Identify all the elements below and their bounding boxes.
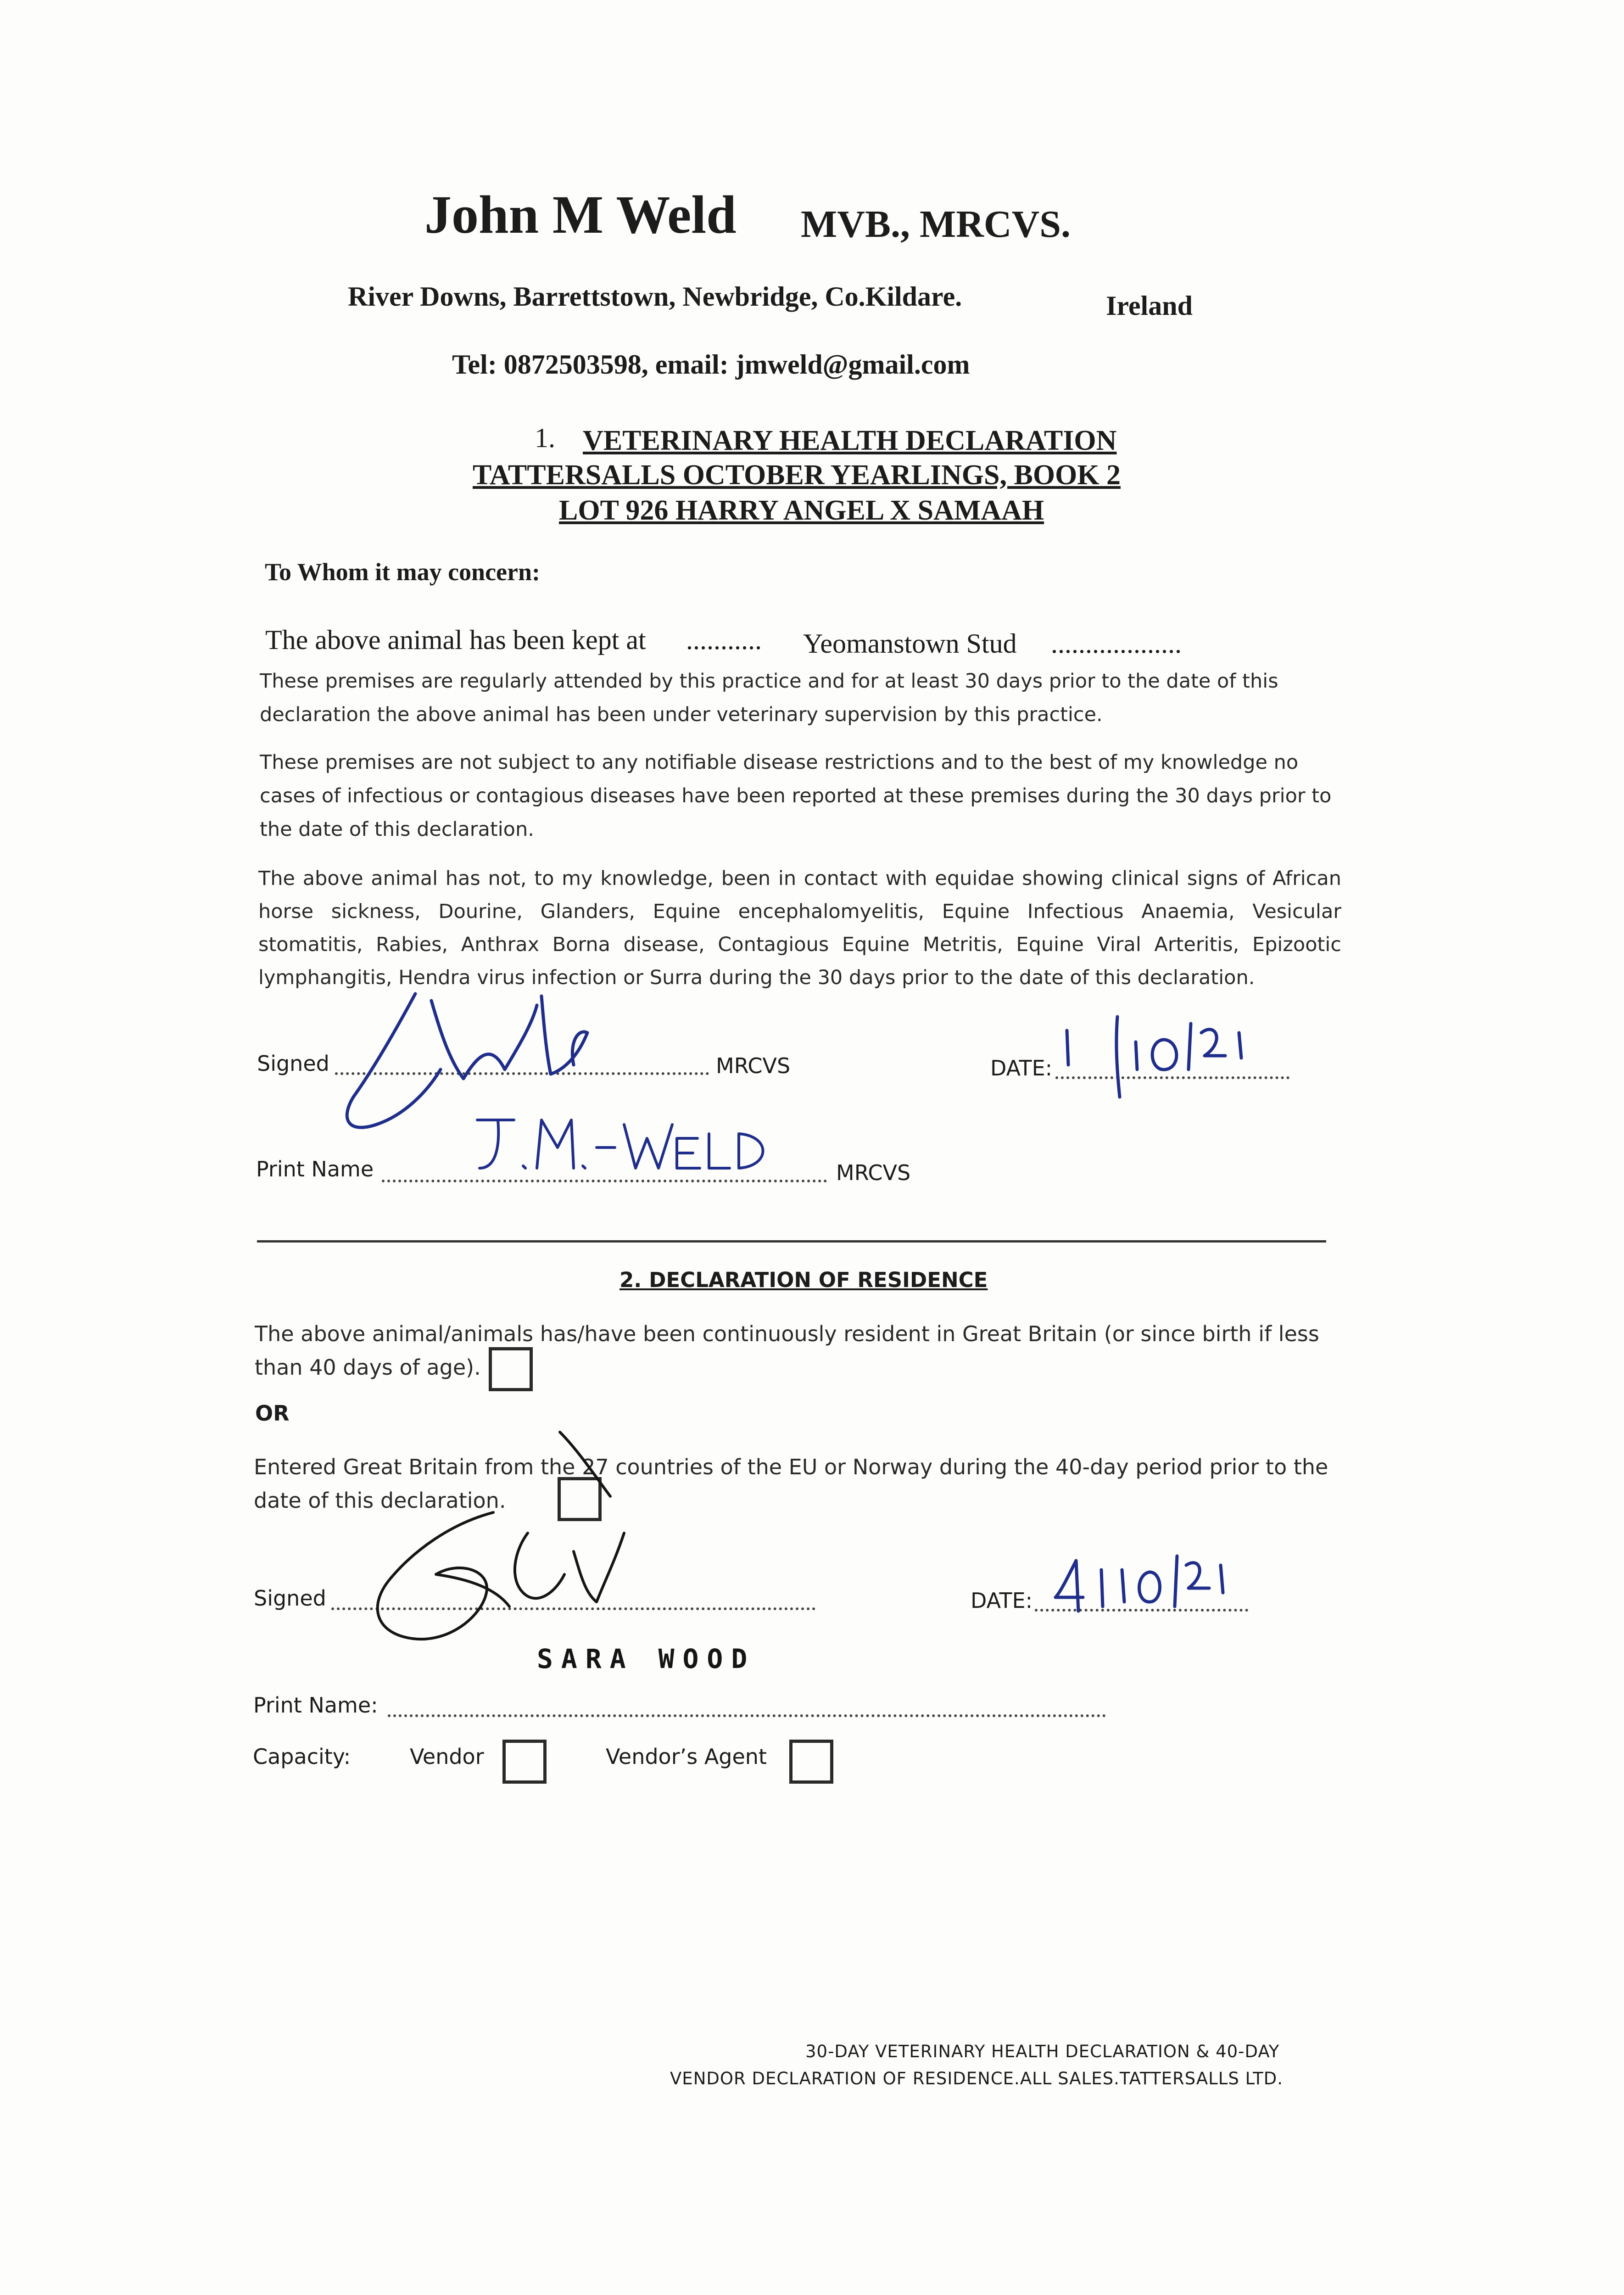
vet-date-label: DATE: xyxy=(990,1056,1053,1080)
kept-at-value: Yeomanstown Stud xyxy=(803,628,1017,659)
section1-number: 1. xyxy=(535,423,555,453)
contact-paragraph: The above animal has not, to my knowledge, been in contact with equidae showing clinical signs of African horse sickness, Dourine, Glanders, Equine encephalomyelitis, Equine Infectious Anaemia, Vesicular stomatitis, Rabies, Anthrax Borna disease, Contagious Equine Metritis, Equine Viral Arteritis, Epizootic lymphangitis, Hendra virus infection or Surra during the 30 days prior to the date of this declaration. xyxy=(258,867,1341,989)
kept-at-label: The above animal has been kept at xyxy=(265,625,646,655)
kept-at-dots-before: ........... xyxy=(686,625,762,655)
vet-signature xyxy=(347,994,587,1127)
capacity-label: Capacity: xyxy=(253,1744,351,1769)
section1-subtitle: TATTERSALLS OCTOBER YEARLINGS, BOOK 2 xyxy=(473,459,1121,491)
vet-signed-label: Signed xyxy=(257,1051,329,1076)
vendor-date xyxy=(1055,1556,1223,1611)
section1-lot: LOT 926 HARRY ANGEL X SAMAAH xyxy=(559,495,1044,526)
vet-country: Ireland xyxy=(1106,291,1193,321)
vendor-signed-label: Signed xyxy=(254,1586,326,1611)
vendor-date-label: DATE: xyxy=(971,1588,1033,1613)
footer-line-1: 30-DAY VETERINARY HEALTH DECLARATION & 40-DAY xyxy=(805,2042,1280,2061)
vendor-signatory-name: SARA WOOD xyxy=(537,1643,756,1674)
section2-title: 2. DECLARATION OF RESIDENCE xyxy=(619,1268,988,1292)
residence-option-1: The above animal/animals has/have been continuously resident in Great Britain (or since birth if less than 40 days of age). xyxy=(255,1321,1319,1380)
supervision-paragraph: These premises are regularly attended by this practice and for at least 30 days prior to the date of this declaration the above animal has been under veterinary supervision by this practice. xyxy=(260,670,1278,726)
vendor-agent-label: Vendor’s Agent xyxy=(606,1744,767,1769)
vet-print-name-label: Print Name xyxy=(256,1157,374,1181)
kept-at-dots-after: ................... xyxy=(1051,628,1182,659)
vet-contact: Tel: 0872503598, email: jmweld@gmail.com xyxy=(452,349,970,380)
section1-title: VETERINARY HEALTH DECLARATION xyxy=(583,425,1117,456)
vet-credentials: MVB., MRCVS. xyxy=(801,203,1071,246)
residence-option-2: Entered Great Britain from the 27 countries of the EU or Norway during the 40-day period prior to the date of this declaration. xyxy=(254,1455,1328,1513)
footer-line-2: VENDOR DECLARATION OF RESIDENCE.ALL SALES.TATTERSALLS LTD. xyxy=(670,2069,1283,2088)
vet-name: John M Weld xyxy=(424,185,737,245)
vet-date xyxy=(1067,1017,1241,1097)
vendor-signature xyxy=(378,1432,624,1639)
restrictions-paragraph: These premises are not subject to any notifiable disease restrictions and to the best of my knowledge no cases of infectious or contagious diseases have been reported at these premises during the 30 days prior to the date of this declaration. xyxy=(260,751,1332,841)
vet-printed-name xyxy=(477,1120,763,1168)
or-label: OR xyxy=(255,1401,290,1426)
vet-mrcvs-label: MRCVS xyxy=(716,1053,791,1078)
vet-address: River Downs, Barrettstown, Newbridge, Co.Kildare. xyxy=(348,281,962,312)
vendor-label: Vendor xyxy=(410,1744,484,1769)
vet-print-mrcvs-label: MRCVS xyxy=(836,1160,911,1185)
vendor-print-name-label: Print Name: xyxy=(253,1693,378,1718)
salutation: To Whom it may concern: xyxy=(265,558,540,586)
